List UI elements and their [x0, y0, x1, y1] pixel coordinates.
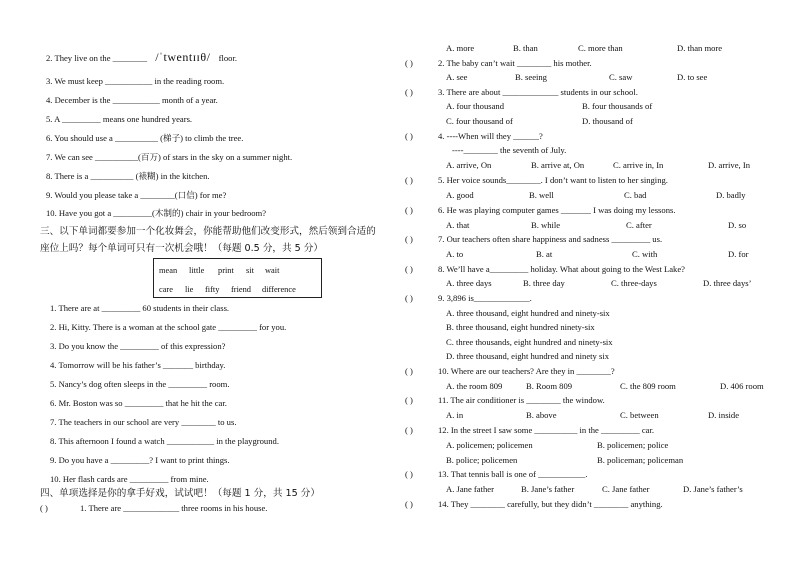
option: C. between: [620, 410, 659, 420]
word: sit: [246, 266, 254, 275]
word-box: [153, 258, 322, 298]
fill-item-3: 3. We must keep ___________ in the reading room.: [46, 76, 225, 86]
option: B. three thousand, eight hundred ninety-six: [446, 322, 595, 332]
answer-paren: ( ): [405, 175, 413, 185]
word: difference: [262, 285, 296, 294]
form-item-4: 4. Tomorrow will be his father’s _______ birthday.: [50, 360, 226, 370]
fill-item-10: 10. Have you got a _________(木制的) chair in your bedroom?: [46, 208, 267, 218]
form-item-5: 5. Nancy’s dog often sleeps in the _________ room.: [50, 379, 230, 389]
option: A. good: [446, 190, 474, 200]
fill-item-4: 4. December is the ___________ month of a year.: [46, 95, 218, 105]
option: C. with: [632, 249, 658, 259]
form-item-3: 3. Do you know the _________ of this expression?: [50, 341, 226, 351]
option: B. three day: [523, 278, 565, 288]
form-item-10: 10. Her flash cards are _________ from mine.: [50, 474, 209, 484]
answer-paren: ( ): [405, 395, 413, 405]
option: C. bad: [624, 190, 647, 200]
option: C. arrive in, In: [613, 160, 664, 170]
option: D. so: [728, 220, 747, 230]
option: B. while: [531, 220, 561, 230]
option: D. for: [728, 249, 749, 259]
word: mean: [159, 266, 178, 275]
fill-item-6: 6. You should use a __________ (梯子) to climb the tree.: [46, 133, 244, 143]
option: A. arrive, On: [446, 160, 492, 170]
form-item-6: 6. Mr. Boston was so _________ that he hit the car.: [50, 398, 227, 408]
word: friend: [231, 285, 251, 294]
option: D. Jane’s father’s: [683, 484, 743, 494]
answer-paren: ( ): [405, 58, 413, 68]
fill-item-7: 7. We can see __________(百万) of stars in the sky on a summer night.: [46, 152, 293, 162]
mc-question-6: 6. He was playing computer games _______ I was doing my lessons.: [438, 205, 676, 215]
word: fifty: [205, 285, 220, 294]
form-item-2: 2. Hi, Kitty. There is a woman at the school gate _________ for you.: [50, 322, 287, 332]
option: D. to see: [677, 72, 708, 82]
word: care: [159, 285, 173, 294]
fill-item-5: 5. A _________ means one hundred years.: [46, 114, 193, 124]
answer-paren: ( ): [405, 469, 413, 479]
word: wait: [265, 266, 280, 275]
mc-question-11: 11. The air conditioner is ________ the window.: [438, 395, 605, 405]
mc-question-5: 5. Her voice sounds________. I don’t want to listen to her singing.: [438, 175, 668, 185]
answer-paren: ( ): [405, 131, 413, 141]
option: D. 406 room: [720, 381, 764, 391]
form-item-7: 7. The teachers in our school are very ________ to us.: [50, 417, 237, 427]
option: B. four thousands of: [582, 101, 653, 111]
word: print: [218, 266, 234, 275]
option: B. policeman; policeman: [597, 455, 684, 465]
option: A. in: [446, 410, 464, 420]
phonetic-symbol: /ˈtwentɪɪθ/: [155, 50, 211, 64]
section-3-title-line1: 三、以下单词都要参加一个化妆舞会，你能帮助他们改变形式，然后领到合适的: [40, 226, 376, 237]
option: D. inside: [708, 410, 740, 420]
mc-question-10: 10. Where are our teachers? Are they in ________?: [438, 366, 615, 376]
answer-paren: ( ): [405, 499, 413, 509]
section-4-title: 四、单项选择是你的拿手好戏，试试吧！（每题 1 分，共 15 分）: [40, 488, 320, 499]
option: B. arrive at, On: [531, 160, 585, 170]
option: B. at: [536, 249, 553, 259]
word: lie: [185, 285, 194, 294]
dialogue-line: ----________ the seventh of July.: [452, 145, 567, 155]
answer-paren: ( ): [405, 234, 413, 244]
word: little: [189, 266, 205, 275]
option: D. arrive, In: [708, 160, 750, 170]
answer-paren: ( ): [405, 205, 413, 215]
mc-question-7: 7. Our teachers often share happiness and sadness _________ us.: [438, 234, 663, 244]
mc-question-12: 12. In the street I saw some __________ in the _________ car.: [438, 425, 654, 435]
mc-question-14: 14. They ________ carefully, but they didn’t ________ anything.: [438, 499, 663, 509]
mc-question-3: 3. There are about _____________ students in our school.: [438, 87, 638, 97]
section-3-title-line2: 座位上吗？每个单词可只有一次机会哦！（每题 0.5 分，共 5 分）: [40, 243, 323, 254]
option: A. three thousand, eight hundred and ninety-six: [446, 308, 610, 318]
option: C. three thousands, eight hundred and ninety-six: [446, 337, 613, 347]
answer-paren: ( ): [405, 425, 413, 435]
option: C. saw: [609, 72, 633, 82]
option: A. see: [446, 72, 468, 82]
option: C. Jane father: [602, 484, 650, 494]
form-item-9: 9. Do you have a _________? I want to print things.: [50, 455, 230, 465]
fill-item-8: 8. There is a __________ (裱糊) in the kitchen.: [46, 171, 210, 181]
option: D. thousand of: [582, 116, 633, 126]
option: B. police; policemen: [446, 455, 518, 465]
fill-item-2: 2. They live on the ________ /ˈtwentɪɪθ/ floor.: [46, 50, 237, 64]
option: A. to: [446, 249, 464, 259]
answer-paren: ( ): [40, 503, 48, 513]
option: A. four thousand: [446, 101, 504, 111]
option: A. that: [446, 220, 470, 230]
answer-paren: ( ): [405, 87, 413, 97]
option: B. Jane’s father: [521, 484, 575, 494]
option: A. Jane father: [446, 484, 494, 494]
option: A. the room 809: [446, 381, 503, 391]
mc-question-13: 13. That tennis ball is one of ___________.: [438, 469, 588, 479]
form-item-1: 1. There are at _________ 60 students in their class.: [50, 303, 230, 313]
exam-page: 2. They live on the ________ /ˈtwentɪɪθ/ floor. 3. We must keep ___________ in the reading room. 4. December is the ___________ month of a year. 5. A _________ means one hundred years. 6. You should use a __________ (梯子) to climb the tree. 7. We can see __________(百万) of stars in the sky on a summer night. 8. There is a __________ (裱糊) in the kitchen. 9. Would you please take a ________(口信) for me? 10. Have you got a _________(木制的) chair in your bedroom? 三、以下单词都要参加一个化妆舞会，你能帮助他们改变形式，然后领到合适的 座位上吗？每个单词可只有一次机会哦！（每题 0.5 分，共 5 分） mean little print sit wait care lie fifty friend difference 1. There are at _________ 60 students in their class. 2. Hi, Kitty. There is a woman at the school gate _________ for you. 3. Do you know the _________ of this expression? 4. Tomorrow will be his father’s _______ birthday. 5. Nancy’s dog often sleeps in the _________ room. 6. Mr. Boston was so _________ that he hit the car. 7. The teachers in our school are very ________ to us. 8. This afternoon I found a watch ___________ in the playground. 9. Do you have a _________? I want to print things. 10. Her flash cards are _________ from mine. 四、单项选择是你的拿手好戏，试试吧！（每题 1 分，共 15 分） ( ) 1. There are _____________ three rooms in his house. A. more B. than C. more than D. than more ( ) 2. The baby can’t wait ________ his mother. A. see B. seeing C. saw D. to see ( ) 3. There are about _____________ students in our school. A. four thousand B. four thousands of C. four thousand of D. thousand of ( ) 4. ----When will they ______? ----________ the seventh of July. A. arrive, On B. arrive at, On C. arrive in, In D. arrive, In ( ) 5. Her voice sounds________. I don’t want to listen to her singing. A. good B. well C. bad D. badly ( ) 6. He was playing computer games _______ I was doing my lessons. A. that B. while C. after D. so ( ) 7. Our teachers often share happiness and sadness _________ us. A. to B. at C. with D. for ( ) 8. We’ll have a_________ holiday. What about going to the West Lake? A. three days B. three day C. three-days D. three days’ ( ) 9. 3,896 is_____________. A. three thousand, eight hundred and ninety-six B. three thousand, eight hundred ninety-six C. three thousands, eight hundred and ninety-six D. three thousand, eight hundred and ninety six ( ) 10. Where are our teachers? Are they in ________? A. the room 809 B. Room 809 C. the 809 room D. 406 room ( ) 11. The air conditioner is ________ the window. A. in B. above C. between D. inside ( ) 12. In the street I saw some __________ in the _________ car. A. policemen; policemen B. policemen; police B. police; policemen B. policeman; policeman ( ) 13. That tennis ball is one of ___________. A. Jane father B. Jane’s father C. Jane father D. Jane’s father’s ( ) 14. They ________ carefully, but they didn’t ________ anything.: [40, 43, 764, 513]
answer-paren: ( ): [405, 264, 413, 274]
option: C. three-days: [611, 278, 657, 288]
option: B. policemen; police: [597, 440, 669, 450]
option: C. the 809 room: [620, 381, 676, 391]
answer-paren: ( ): [405, 366, 413, 376]
option: B. Room 809: [526, 381, 573, 391]
option: D. three days’: [703, 278, 752, 288]
option: A. three days: [446, 278, 492, 288]
option: A. policemen; policemen: [446, 440, 533, 450]
option: C. after: [626, 220, 652, 230]
option: B. well: [529, 190, 554, 200]
option: B. above: [526, 410, 557, 420]
option: D. three thousand, eight hundred and ninety six: [446, 351, 610, 361]
form-item-8: 8. This afternoon I found a watch ___________ in the playground.: [50, 436, 279, 446]
fill-item-9: 9. Would you please take a ________(口信) for me?: [46, 190, 227, 200]
mc-question-1: 1. There are _____________ three rooms in his house.: [80, 503, 268, 513]
mc-question-2: 2. The baby can’t wait ________ his mother.: [438, 58, 592, 68]
mc-question-9: 9. 3,896 is_____________.: [438, 293, 532, 303]
option: D. badly: [716, 190, 746, 200]
option: C. four thousand of: [446, 116, 513, 126]
answer-paren: ( ): [405, 293, 413, 303]
option: B. seeing: [515, 72, 547, 82]
mc-question-8: 8. We’ll have a_________ holiday. What about going to the West Lake?: [438, 264, 685, 274]
mc-question-4: 4. ----When will they ______?: [438, 131, 543, 141]
